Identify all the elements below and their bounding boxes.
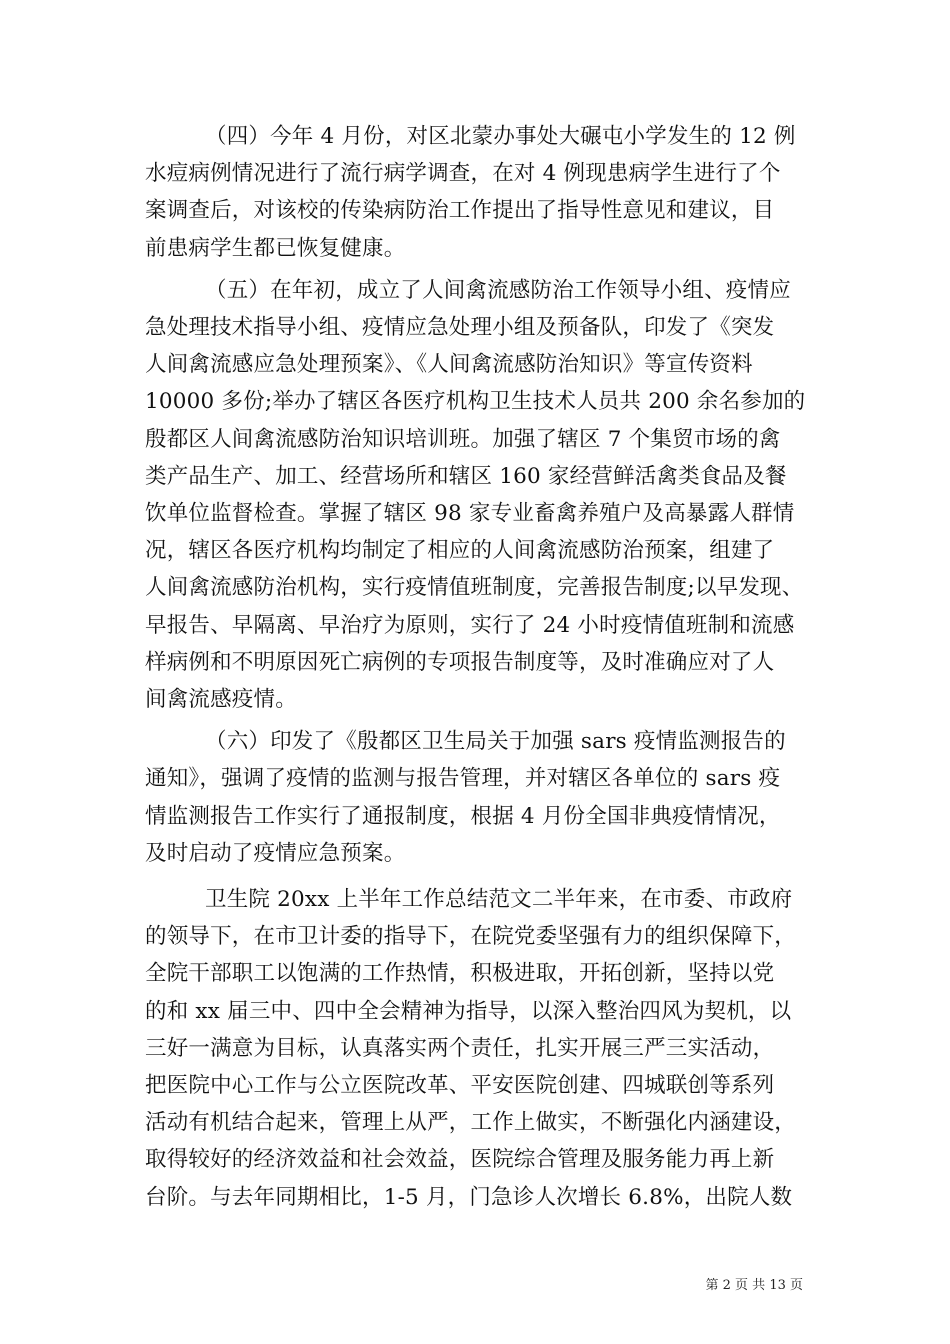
text-line: （六）印发了《殷都区卫生局关于加强 sars 疫情监测报告的	[205, 729, 786, 755]
text-line: 类产品生产、加工、经营场所和辖区 160 家经营鲜活禽类食品及餐	[145, 463, 787, 489]
paragraph-6	[145, 723, 810, 872]
paragraph-4	[145, 118, 810, 267]
text-line: 殷都区人间禽流感防治知识培训班。加强了辖区 7 个集贸市场的禽	[145, 426, 781, 452]
text-line: 活动有机结合起来，管理上从严，工作上做实，不断强化内涵建设，	[145, 1110, 797, 1136]
text-line: 饮单位监督检查。掌握了辖区 98 家专业畜禽养殖户及高暴露人群情	[145, 501, 795, 527]
text-line: 人间禽流感应急处理预案》、《人间禽流感防治知识》等宣传资料	[145, 352, 753, 378]
document-body	[145, 118, 810, 1216]
text-line: 样病例和不明原因死亡病例的专项报告制度等，及时准确应对了人	[145, 649, 775, 675]
text-line: 台阶。与去年同期相比，1-5 月，门急诊人次增长 6.8%，出院人数	[145, 1184, 793, 1210]
text-line: 通知》，强调了疫情的监测与报告管理，并对辖区各单位的 sars 疫	[145, 766, 781, 792]
paragraph-5	[145, 272, 810, 718]
text-line: 的领导下，在市卫计委的指导下，在院党委坚强有力的组织保障下，	[145, 924, 797, 950]
text-line: 10000 多份;举办了辖区各医疗机构卫生技术人员共 200 余名参加的	[145, 389, 806, 415]
text-line: 及时启动了疫情应急预案。	[145, 840, 406, 866]
text-line: （五）在年初，成立了人间禽流感防治工作领导小组、疫情应	[205, 277, 791, 303]
text-line: 全院干部职工以饱满的工作热情，积极进取，开拓创新，坚持以党	[145, 961, 775, 987]
text-line: 情监测报告工作实行了通报制度，根据 4 月份全国非典疫情情况，	[145, 803, 781, 829]
text-line: 前患病学生都已恢复健康。	[145, 235, 406, 261]
text-line: 把医院中心工作与公立医院改革、平安医院创建、四城联创等系列	[145, 1073, 775, 1099]
text-line: 急处理技术指导小组、疫情应急处理小组及预备队，印发了《突发	[145, 315, 775, 341]
text-line: 卫生院 20xx 上半年工作总结范文二半年来，在市委、市政府	[205, 887, 793, 913]
text-line: 三好一满意为目标，认真落实两个责任，扎实开展三严三实活动，	[145, 1035, 775, 1061]
page-number: 第 2 页 共 13 页	[705, 1278, 803, 1293]
text-line: 早报告、早隔离、早治疗为原则，实行了 24 小时疫情值班制和流感	[145, 612, 795, 638]
text-line: 水痘病例情况进行了流行病学调查，在对 4 例现患病学生进行了个	[145, 161, 781, 187]
text-line: 的和 xx 届三中、四中全会精神为指导，以深入整治四风为契机，以	[145, 998, 792, 1024]
paragraph-summary	[145, 881, 810, 1216]
text-line: 况，辖区各医疗机构均制定了相应的人间禽流感防治预案，组建了	[145, 538, 775, 564]
text-line: 取得较好的经济效益和社会效益，医院综合管理及服务能力再上新	[145, 1147, 775, 1173]
text-line: 案调查后，对该校的传染病防治工作提出了指导性意见和建议，目	[145, 198, 775, 224]
text-line: （四）今年 4 月份，对区北蒙办事处大碾屯小学发生的 12 例	[205, 124, 796, 149]
text-line: 人间禽流感防治机构，实行疫情值班制度，完善报告制度;以早发现、	[145, 575, 804, 601]
text-line: 间禽流感疫情。	[145, 687, 297, 713]
